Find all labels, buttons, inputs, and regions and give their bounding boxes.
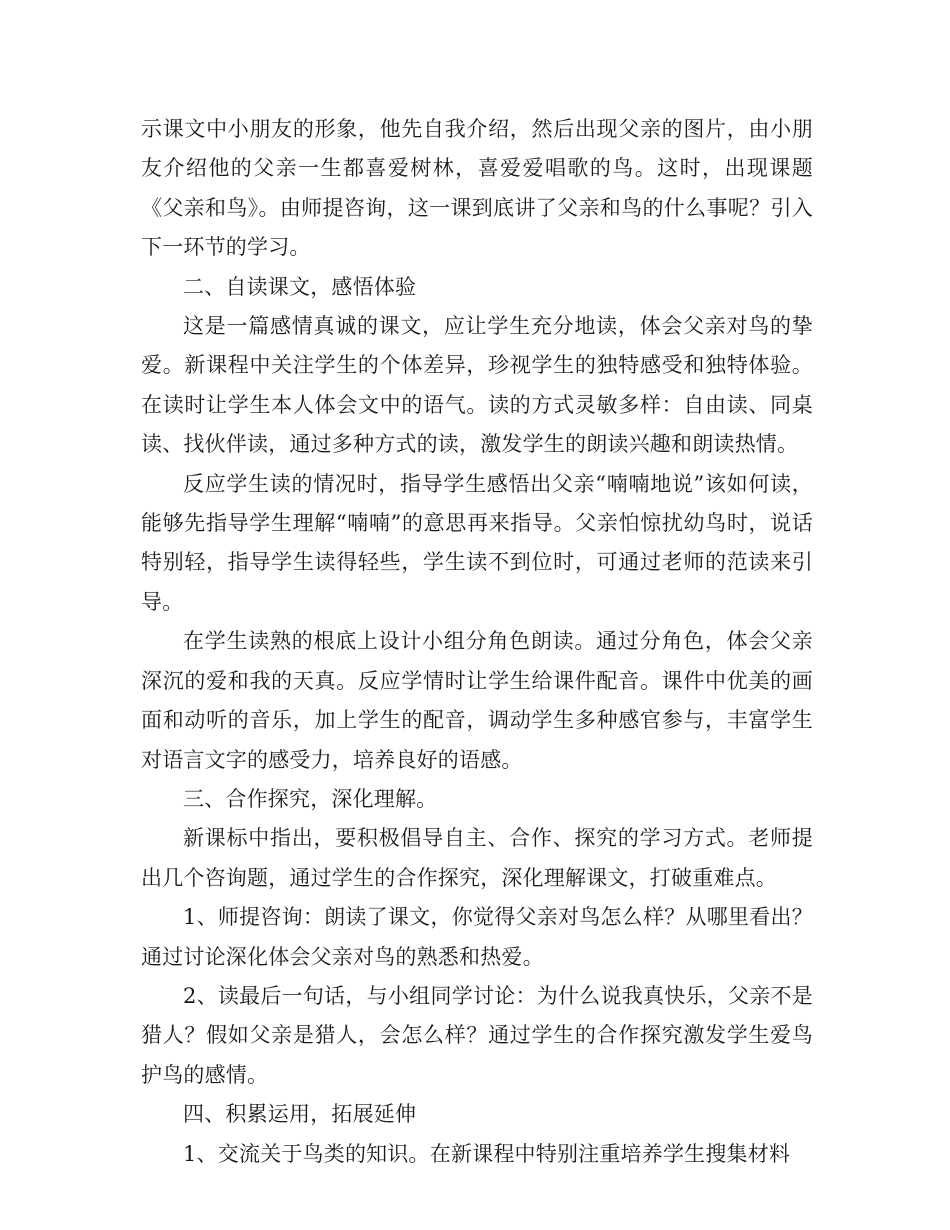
list-item: 1、师提咨询：朗读了课文，你觉得父亲对鸟怎么样？从哪里看出？通过讨论深化体会父亲对鸟的熟悉和热爱。	[141, 905, 813, 969]
list-item: 1、交流关于鸟类的知识。在新课程中特别注重培养学生搜集材料	[183, 1141, 791, 1166]
paragraph-continuation: 示课文中小朋友的形象，他先自我介绍，然后出现父亲的图片，由小朋友介绍他的父亲一生都喜爱树林，喜爱爱唱歌的鸟。这时，出现课题《父亲和鸟》。由师提咨询，这一课到底讲了父亲和鸟的什么事呢？引入下一环节的学习。	[141, 117, 813, 260]
list-item: 2、读最后一句话，与小组同学讨论：为什么说我真快乐，父亲不是猎人？假如父亲是猎人，会怎么样？通过学生的合作探究激发学生爱鸟护鸟的感情。	[141, 983, 813, 1087]
document-body	[141, 110, 813, 1174]
section-heading-2: 二、自读课文，感悟体验	[183, 274, 417, 299]
paragraph: 这是一篇感情真诚的课文，应让学生充分地读，体会父亲对鸟的挚爱。新课程中关注学生的个体差异，珍视学生的独特感受和独特体验。在读时让学生本人体会文中的语气。读的方式灵敏多样：自由读、同桌读、找伙伴读，通过多种方式的读，激发学生的朗读兴趣和朗读热情。	[141, 314, 813, 457]
paragraph: 反应学生读的情况时，指导学生感悟出父亲“喃喃地说”该如何读，能够先指导学生理解“喃喃”的意思再来指导。父亲怕惊扰幼鸟时，说话特别轻，指导学生读得轻些，学生读不到位时，可通过老师的范读来引导。	[141, 471, 813, 614]
paragraph: 新课标中指出，要积极倡导自主、合作、探究的学习方式。老师提出几个咨询题，通过学生的合作探究，深化理解课文，打破重难点。	[141, 826, 813, 890]
section-heading-3: 三、合作探究，深化理解。	[183, 786, 438, 811]
paragraph: 在学生读熟的根底上设计小组分角色朗读。通过分角色，体会父亲深沉的爱和我的天真。反应学情时让学生给课件配音。课件中优美的画面和动听的音乐，加上学生的配音，调动学生多种感官参与，丰富学生对语言文字的感受力，培养良好的语感。	[141, 629, 813, 772]
section-heading-4: 四、积累运用，拓展延伸	[183, 1102, 417, 1127]
